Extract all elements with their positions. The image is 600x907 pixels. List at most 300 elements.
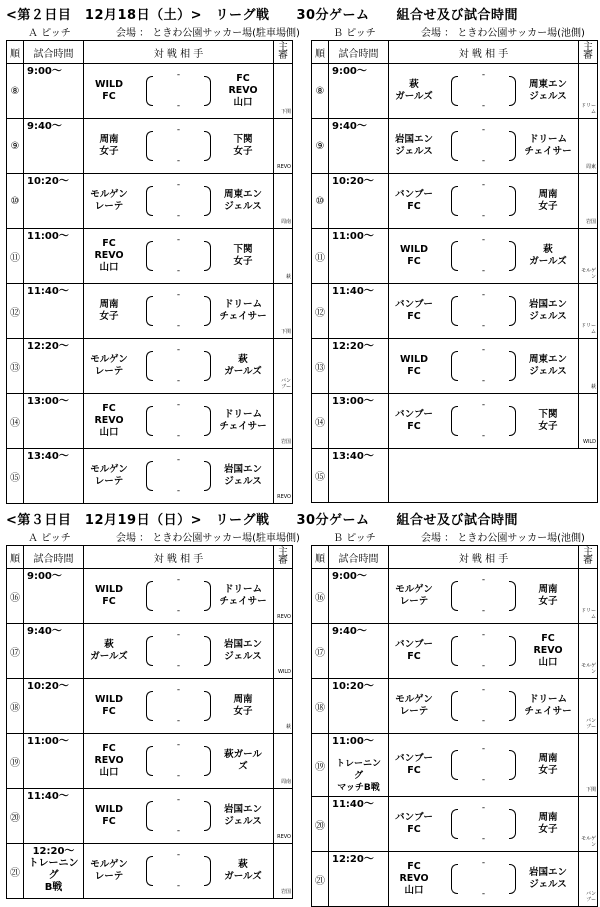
match-time-text: 9:40～ — [332, 121, 367, 132]
pitch-name: Ａ ピッチ — [28, 533, 71, 544]
home-team: FC REVO 山口 — [399, 861, 429, 896]
bracket-left — [146, 241, 153, 271]
referee-team: WILD — [582, 439, 596, 445]
match-time-text: 13:00～ — [332, 396, 374, 407]
score-dash-bottom: - — [481, 889, 486, 899]
match-cell — [84, 64, 274, 119]
match-cell — [389, 174, 579, 229]
bracket-right — [509, 241, 516, 271]
referee-team: REVO — [277, 834, 291, 840]
bracket-left — [146, 461, 153, 491]
referee-cell — [274, 449, 293, 504]
match-time-text: 10:20～ — [27, 681, 69, 692]
match-cell — [84, 569, 274, 624]
score-dash-top: - — [481, 803, 486, 813]
match-row — [7, 449, 293, 504]
home-team: 周南 女子 — [99, 299, 119, 322]
match-number: ⑲ — [312, 734, 329, 797]
match-time — [24, 624, 84, 679]
match-row — [7, 679, 293, 734]
match-cell — [389, 284, 579, 339]
score-dash-top: - — [176, 575, 181, 585]
header-time: 試合時間 — [329, 546, 389, 569]
away-team: 萩 ガールズ — [224, 354, 262, 377]
score-dash-bottom: - — [176, 606, 181, 616]
home-team: モルゲン レーテ — [90, 354, 128, 377]
match-cell — [389, 797, 579, 852]
bracket-right — [204, 746, 211, 776]
match-number: ⑫ — [7, 284, 24, 339]
referee-cell — [579, 64, 598, 119]
score-dash-bottom: - — [481, 606, 486, 616]
match-cell — [84, 119, 274, 174]
match-time-text: 10:20～ — [332, 681, 374, 692]
away-team: 萩ガール ズ — [224, 749, 262, 772]
referee-team: 萩 — [285, 274, 291, 280]
match-row — [7, 569, 293, 624]
match-time — [24, 394, 84, 449]
match-cell — [84, 339, 274, 394]
score-dash-bottom: - — [481, 376, 486, 386]
score-dash-top: - — [176, 740, 181, 750]
match-time — [329, 64, 389, 119]
away-team: ドリーム チェイサー — [219, 584, 267, 607]
header-row — [312, 546, 598, 569]
match-row — [312, 449, 598, 503]
match-time — [329, 797, 389, 852]
bracket-right — [204, 581, 211, 611]
referee-cell — [274, 119, 293, 174]
header-no: 順 — [312, 41, 329, 64]
referee-cell — [274, 734, 293, 789]
referee-team: ドリーム — [580, 608, 596, 620]
match-time-text: 13:40～ — [27, 451, 69, 462]
bracket-right — [509, 186, 516, 216]
header-no: 順 — [7, 546, 24, 569]
match-time-text: 11:00～ — [332, 736, 374, 747]
home-team: バンブー FC — [395, 753, 433, 776]
home-team: 周南 女子 — [99, 134, 119, 157]
match-time — [329, 339, 389, 394]
referee-cell — [579, 119, 598, 174]
score-dash-top: - — [176, 70, 181, 80]
match-number: ⑪ — [312, 229, 329, 284]
match-time — [24, 569, 84, 624]
bracket-right — [204, 461, 211, 491]
match-number: ⑱ — [7, 679, 24, 734]
score-dash-top: - — [176, 850, 181, 860]
match-cell — [389, 64, 579, 119]
referee-cell — [274, 394, 293, 449]
score-dash-top: - — [481, 685, 486, 695]
bracket-left — [451, 186, 458, 216]
match-number: ⑰ — [312, 624, 329, 679]
bracket-left — [451, 691, 458, 721]
match-row — [312, 284, 598, 339]
referee-team: モルゲン — [581, 836, 596, 848]
referee-cell — [274, 229, 293, 284]
referee-cell — [579, 852, 598, 907]
bracket-right — [204, 351, 211, 381]
score-dash-bottom: - — [481, 211, 486, 221]
referee-team: 下関 — [585, 787, 596, 793]
match-time — [24, 789, 84, 844]
away-team: 周南 女子 — [538, 189, 558, 212]
match-number: ⑩ — [7, 174, 24, 229]
bracket-right — [509, 809, 516, 839]
match-time — [329, 284, 389, 339]
referee-team: 萩 — [285, 724, 291, 730]
referee-cell — [274, 624, 293, 679]
referee-team: ドリーム — [580, 323, 596, 335]
home-team: モルゲン レーテ — [90, 464, 128, 487]
referee-cell — [579, 679, 598, 734]
match-time — [329, 229, 389, 284]
match-row — [312, 624, 598, 679]
bracket-right — [509, 76, 516, 106]
match-row — [7, 174, 293, 229]
bracket-left — [451, 131, 458, 161]
match-number: ⑪ — [7, 229, 24, 284]
bracket-right — [204, 636, 211, 666]
match-number: ⑯ — [312, 569, 329, 624]
match-cell — [389, 569, 579, 624]
home-team: FC REVO 山口 — [94, 238, 124, 273]
away-team: 岩国エン ジェルス — [223, 464, 262, 487]
referee-cell — [579, 284, 598, 339]
bracket-left — [451, 241, 458, 271]
match-row — [312, 174, 598, 229]
bracket-left — [146, 636, 153, 666]
score-dash-top: - — [481, 125, 486, 135]
home-team: モルゲン レーテ — [90, 859, 128, 882]
referee-cell — [579, 624, 598, 679]
match-time — [329, 569, 389, 624]
referee-team: 岩国 — [280, 439, 291, 445]
match-row — [7, 734, 293, 789]
bracket-left — [146, 691, 153, 721]
score-dash-bottom: - — [176, 321, 181, 331]
match-cell — [84, 174, 274, 229]
bracket-right — [204, 691, 211, 721]
referee-team: 下関 — [280, 329, 291, 335]
header-no: 順 — [312, 546, 329, 569]
score-dash-bottom: - — [481, 266, 486, 276]
pitch-name: Ａ ピッチ — [28, 28, 71, 39]
bracket-right — [204, 801, 211, 831]
match-time — [329, 119, 389, 174]
match-row — [7, 624, 293, 679]
score-dash-top: - — [176, 455, 181, 465]
match-number: ⑬ — [7, 339, 24, 394]
match-cell — [389, 119, 579, 174]
score-dash-top: - — [176, 685, 181, 695]
score-dash-bottom: - — [176, 101, 181, 111]
score-dash-bottom: - — [176, 716, 181, 726]
header-row — [7, 546, 293, 569]
score-dash-top: - — [481, 744, 486, 754]
home-team: バンブー FC — [395, 639, 433, 662]
pitch-name: Ｂ ピッチ — [333, 28, 376, 39]
referee-cell — [579, 229, 598, 284]
referee-team: モルゲン — [581, 268, 596, 280]
score-dash-bottom: - — [176, 156, 181, 166]
home-team: WILD FC — [95, 694, 123, 717]
away-team: 周南 女子 — [233, 694, 253, 717]
home-team: WILD FC — [400, 244, 428, 267]
score-dash-top: - — [176, 235, 181, 245]
bracket-right — [204, 186, 211, 216]
match-cell — [389, 679, 579, 734]
score-dash-bottom: - — [481, 431, 486, 441]
match-time-text: 9:00～ — [332, 571, 367, 582]
match-row — [7, 789, 293, 844]
header-ref: 主 審 — [579, 41, 598, 64]
match-number: ⑳ — [312, 797, 329, 852]
score-dash-bottom: - — [481, 101, 486, 111]
score-dash-bottom: - — [176, 266, 181, 276]
away-team: FC REVO 山口 — [533, 633, 563, 668]
day3-title: <第３日目 12月19日（日）> リーグ戦 30分ゲーム 組合せ及び試合時間 — [6, 513, 519, 528]
match-cell — [84, 229, 274, 284]
match-time-text: 9:40～ — [27, 121, 62, 132]
venue-label: 会場 ： ときわ公園サッカー場(池側) — [421, 533, 585, 544]
referee-cell — [274, 569, 293, 624]
match-cell — [389, 734, 579, 797]
score-dash-top: - — [481, 345, 486, 355]
bracket-left — [146, 406, 153, 436]
home-team: モルゲン レーテ — [90, 189, 128, 212]
day2-pitch-a-table — [6, 40, 293, 504]
match-time — [329, 624, 389, 679]
bracket-left — [451, 581, 458, 611]
match-number: ⑱ — [312, 679, 329, 734]
home-team: 萩 ガールズ — [395, 79, 433, 102]
referee-team: ドリーム — [580, 103, 596, 115]
bracket-left — [451, 296, 458, 326]
match-time-text: 9:00～ — [27, 66, 62, 77]
home-team: バンブー FC — [395, 409, 433, 432]
bracket-left — [451, 76, 458, 106]
referee-team: 岩国 — [585, 219, 596, 225]
venue-label: 会場 ： ときわ公園サッカー場(池側) — [421, 28, 585, 39]
score-dash-top: - — [481, 575, 486, 585]
match-cell — [84, 679, 274, 734]
match-time — [24, 119, 84, 174]
header-ref: 主 審 — [274, 41, 293, 64]
match-number: ⑧ — [7, 64, 24, 119]
match-number: ㉑ — [312, 852, 329, 907]
header-time: 試合時間 — [24, 546, 84, 569]
score-dash-top: - — [176, 795, 181, 805]
score-dash-bottom: - — [176, 376, 181, 386]
header-time: 試合時間 — [329, 41, 389, 64]
away-team: ドリーム チェイサー — [219, 299, 267, 322]
bracket-right — [204, 406, 211, 436]
match-row — [7, 284, 293, 339]
match-cell — [84, 624, 274, 679]
match-time-text: 9:00～ — [27, 571, 62, 582]
home-team: WILD FC — [400, 354, 428, 377]
match-number: ⑫ — [312, 284, 329, 339]
match-row — [312, 229, 598, 284]
referee-team: 下関 — [280, 109, 291, 115]
away-team: 周東エン ジェルス — [223, 189, 262, 212]
header-ref: 主 審 — [274, 546, 293, 569]
match-row — [7, 64, 293, 119]
match-time-text: 9:40～ — [27, 626, 62, 637]
referee-team: 周東 — [585, 164, 596, 170]
match-time-text: 10:20～ — [27, 176, 69, 187]
match-cell — [84, 844, 274, 899]
referee-cell — [274, 789, 293, 844]
match-time-text: 11:40～ — [332, 799, 374, 810]
match-number: ⑭ — [312, 394, 329, 449]
away-team: 岩国エン ジェルス — [223, 804, 262, 827]
bracket-left — [146, 131, 153, 161]
referee-cell — [579, 734, 598, 797]
referee-team: REVO — [277, 614, 291, 620]
match-row — [7, 339, 293, 394]
match-number: ⑨ — [312, 119, 329, 174]
bracket-left — [146, 746, 153, 776]
match-row — [7, 119, 293, 174]
venue-label: 会場 ： ときわ公園サッカー場(駐車場側) — [116, 28, 300, 39]
match-time — [24, 284, 84, 339]
bracket-left — [451, 750, 458, 780]
header-ref: 主 審 — [579, 546, 598, 569]
match-time — [24, 339, 84, 394]
referee-cell — [274, 339, 293, 394]
match-time — [24, 174, 84, 229]
away-team: 萩 ガールズ — [529, 244, 567, 267]
match-time — [24, 844, 84, 899]
match-time — [24, 734, 84, 789]
match-row — [312, 119, 598, 174]
match-number: ⑭ — [7, 394, 24, 449]
match-cell — [84, 734, 274, 789]
header-match: 対 戦 相 手 — [84, 41, 274, 64]
referee-team: REVO — [277, 494, 291, 500]
score-dash-bottom: - — [481, 775, 486, 785]
home-team: バンブー FC — [395, 299, 433, 322]
day3-pitch-b-head — [311, 528, 597, 544]
score-dash-top: - — [481, 235, 486, 245]
match-cell — [84, 394, 274, 449]
score-dash-bottom: - — [176, 771, 181, 781]
match-time — [329, 394, 389, 449]
score-dash-top: - — [481, 180, 486, 190]
score-dash-bottom: - — [176, 881, 181, 891]
home-team: バンブー FC — [395, 812, 433, 835]
match-time-text: 13:40～ — [332, 451, 374, 462]
score-dash-top: - — [481, 400, 486, 410]
match-cell — [389, 339, 579, 394]
bracket-left — [146, 186, 153, 216]
score-dash-bottom: - — [176, 826, 181, 836]
referee-cell — [579, 797, 598, 852]
match-time-text: 11:00～ — [332, 231, 374, 242]
venue-label: 会場 ： ときわ公園サッカー場(駐車場側) — [116, 533, 300, 544]
bracket-right — [509, 131, 516, 161]
header-no: 順 — [7, 41, 24, 64]
referee-team: REVO — [277, 164, 291, 170]
home-team: バンブー FC — [395, 189, 433, 212]
bracket-right — [204, 296, 211, 326]
bracket-left — [146, 296, 153, 326]
match-row — [312, 394, 598, 449]
match-row — [7, 394, 293, 449]
away-team: 岩国エン ジェルス — [528, 867, 567, 890]
referee-team: 萩 — [590, 384, 596, 390]
day3-pitch-a-table — [6, 545, 293, 899]
referee-team: 周南 — [280, 219, 291, 225]
match-time — [24, 449, 84, 504]
score-dash-top: - — [481, 630, 486, 640]
match-time-text: 11:00～ — [27, 231, 69, 242]
match-cell — [84, 284, 274, 339]
match-time — [329, 734, 389, 797]
match-cell — [389, 624, 579, 679]
match-time-text: 12:20～ — [332, 854, 374, 865]
referee-cell — [274, 174, 293, 229]
away-team: 岩国エン ジェルス — [223, 639, 262, 662]
bracket-left — [146, 76, 153, 106]
score-dash-bottom: - — [176, 431, 181, 441]
bracket-right — [204, 76, 211, 106]
match-time-text: 11:40～ — [27, 286, 69, 297]
score-dash-top: - — [176, 125, 181, 135]
header-match: 対 戦 相 手 — [84, 546, 274, 569]
bracket-right — [509, 636, 516, 666]
match-row — [7, 229, 293, 284]
bracket-right — [509, 296, 516, 326]
match-row — [312, 734, 598, 797]
score-dash-top: - — [176, 180, 181, 190]
referee-cell — [274, 844, 293, 899]
referee-team: バン ブー — [280, 378, 291, 390]
home-team: WILD FC — [95, 804, 123, 827]
referee-cell — [579, 394, 598, 449]
match-row — [7, 844, 293, 899]
bracket-right — [204, 856, 211, 886]
match-row — [312, 852, 598, 907]
referee-cell — [274, 284, 293, 339]
score-dash-bottom: - — [481, 661, 486, 671]
score-dash-bottom: - — [481, 716, 486, 726]
match-time — [329, 679, 389, 734]
score-dash-bottom: - — [481, 834, 486, 844]
score-dash-bottom: - — [176, 211, 181, 221]
bracket-left — [146, 581, 153, 611]
match-time-note: トレーニング マッチB戦 — [335, 759, 381, 793]
match-cell — [389, 852, 579, 907]
match-number: ⑮ — [312, 449, 329, 503]
match-time — [24, 64, 84, 119]
score-dash-top: - — [176, 400, 181, 410]
day2-pitch-b-table — [311, 40, 598, 503]
bracket-right — [509, 581, 516, 611]
away-team: 下関 女子 — [233, 244, 253, 267]
match-row — [312, 797, 598, 852]
match-number: ⑧ — [312, 64, 329, 119]
score-dash-top: - — [176, 345, 181, 355]
pitch-name: Ｂ ピッチ — [333, 533, 376, 544]
match-time-text: 10:20～ — [332, 176, 374, 187]
bracket-right — [509, 750, 516, 780]
day2-title: <第２日目 12月18日（土）> リーグ戦 30分ゲーム 組合せ及び試合時間 — [6, 8, 519, 23]
away-team: ドリーム チェイサー — [524, 694, 572, 717]
